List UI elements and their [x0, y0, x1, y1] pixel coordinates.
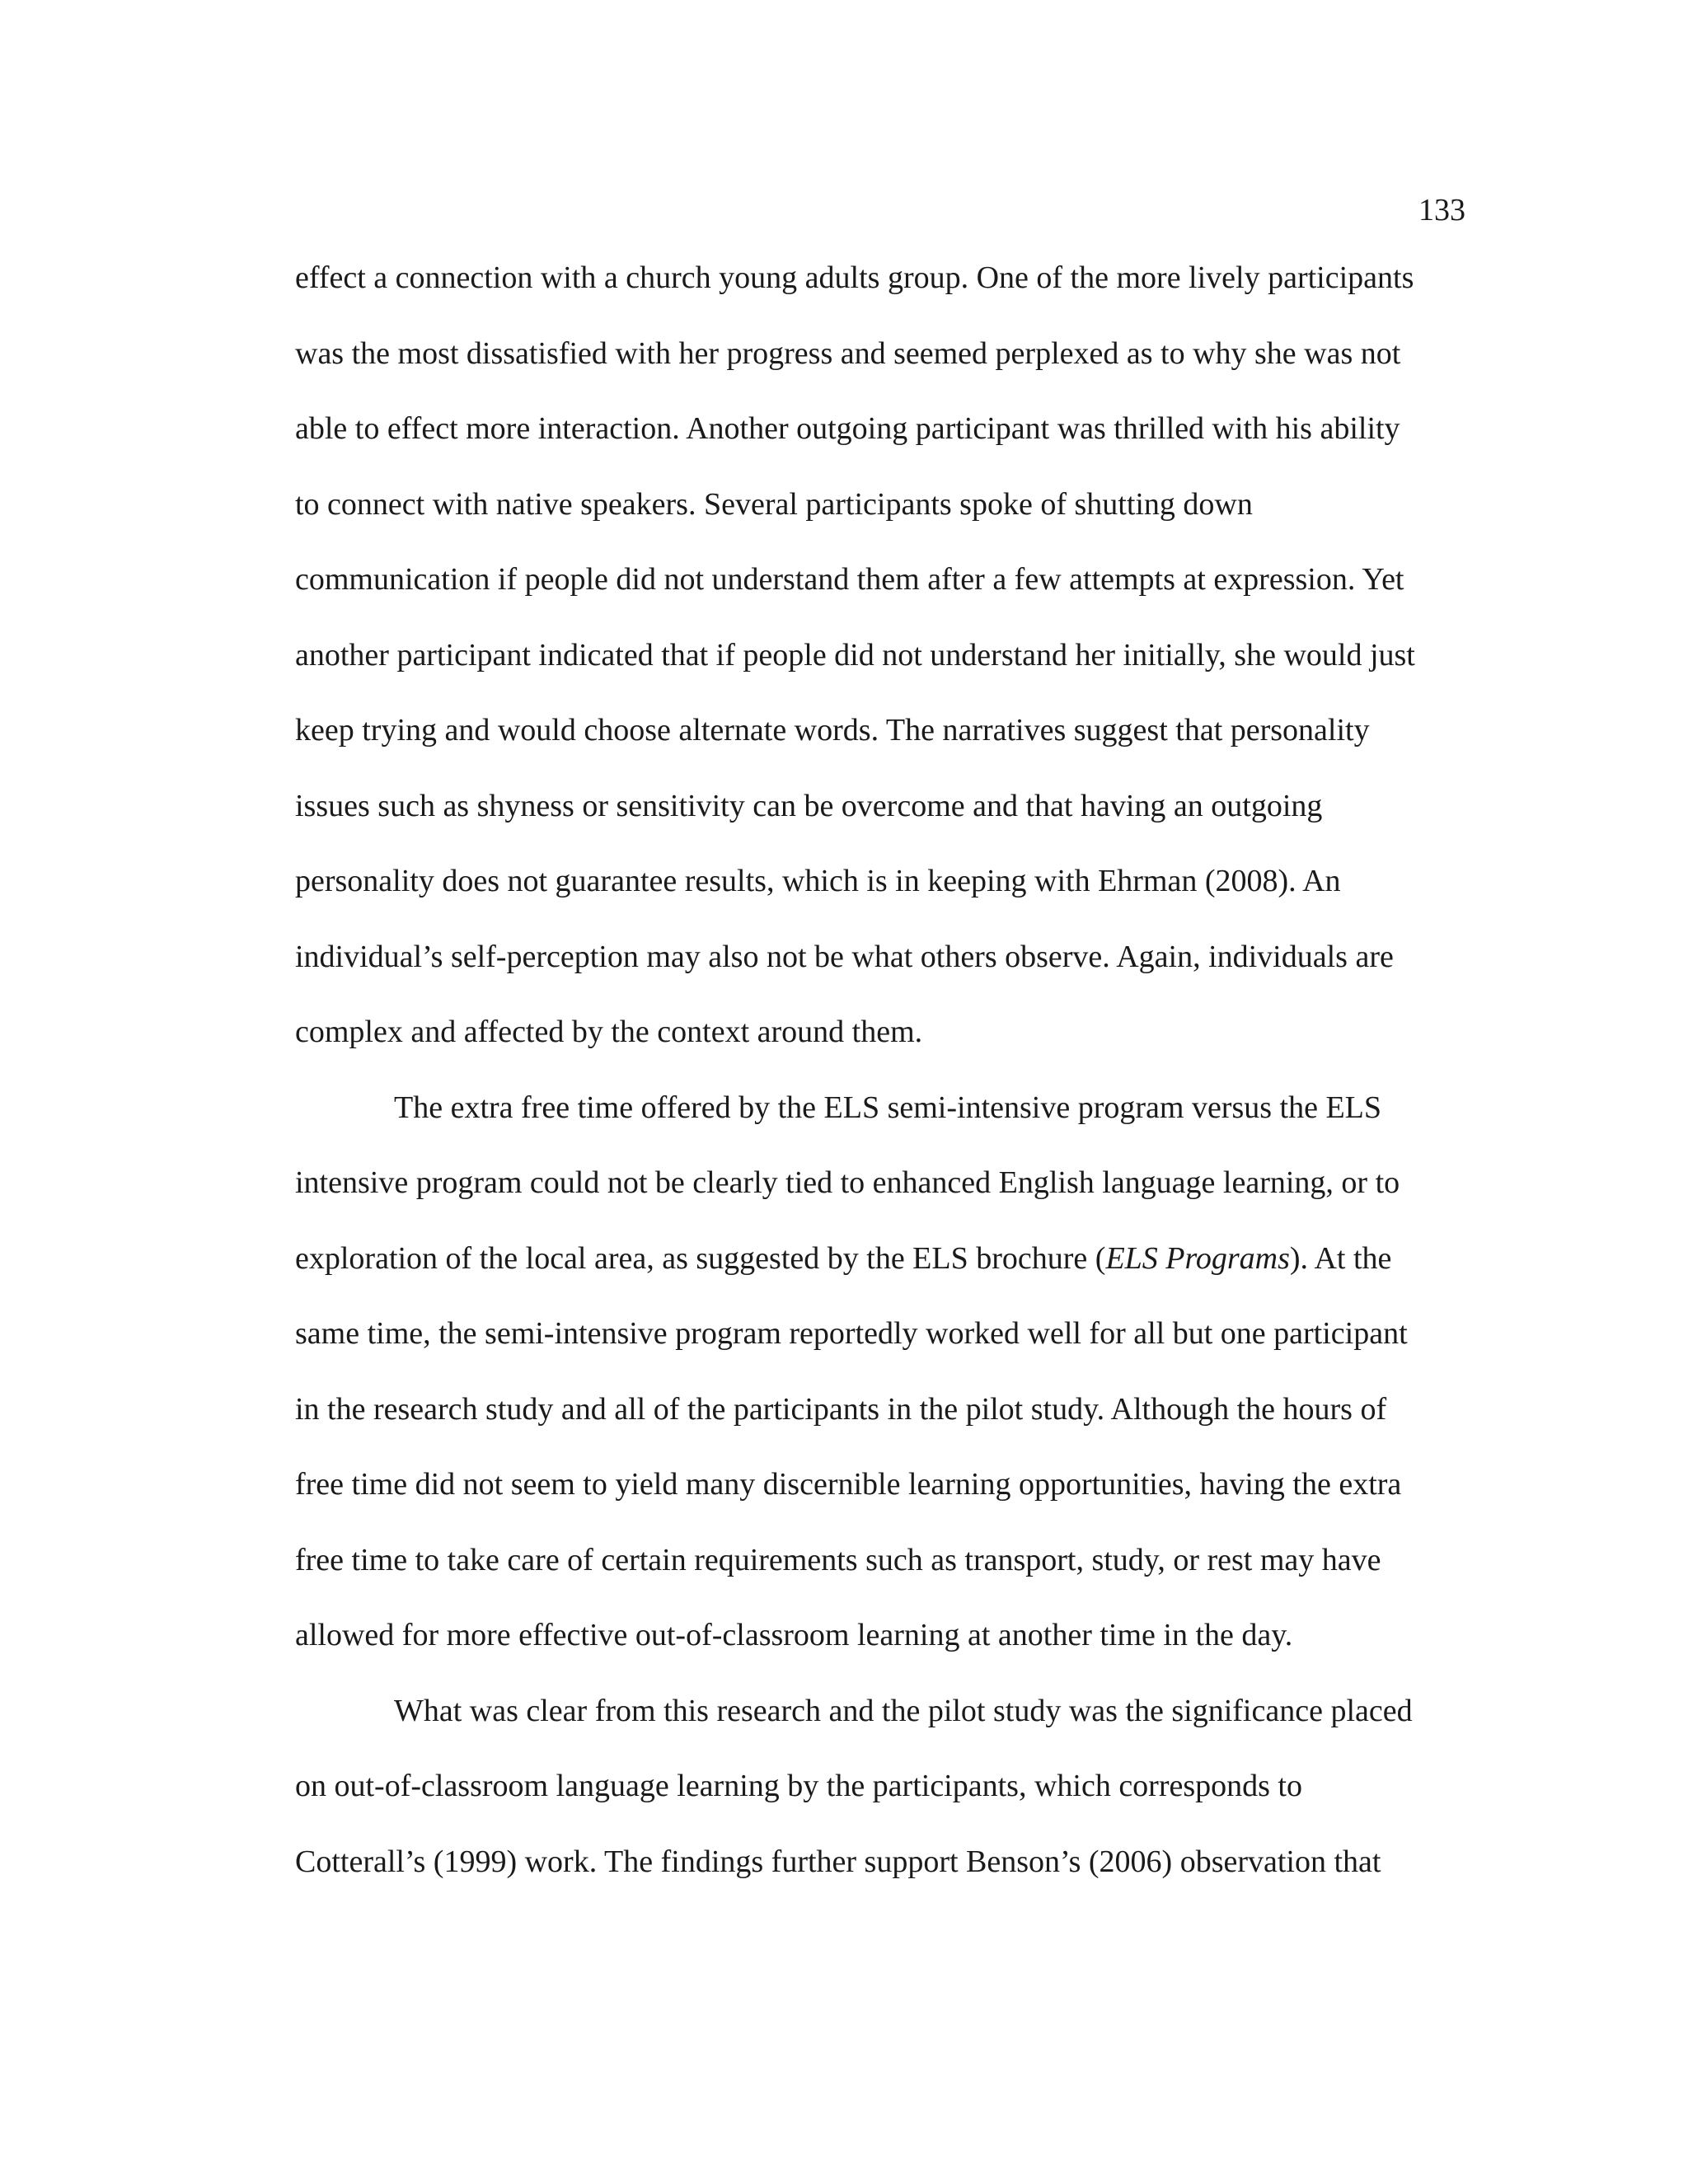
text-line: Cotterall’s (1999) work. The findings further support Benson’s (2006) observation that [295, 1844, 1381, 1879]
text-line: on out-of-classroom language learning by the participants, which corresponds to [295, 1769, 1302, 1803]
text-line: complex and affected by the context around them. [295, 1015, 923, 1049]
page-number: 133 [1418, 193, 1465, 227]
text-line: intensive program could not be clearly tied to enhanced English language learning, or to [295, 1165, 1400, 1200]
text-segment: ). At the [1289, 1240, 1392, 1276]
text-line: free time to take care of certain requirements such as transport, study, or rest may have [295, 1542, 1381, 1577]
text-line: same time, the semi-intensive program reportedly worked well for all but one participant [295, 1316, 1408, 1351]
text-line: able to effect more interaction. Another outgoing participant was thrilled with his ability [295, 411, 1400, 446]
text-line: personality does not guarantee results, which is in keeping with Ehrman (2008). An [295, 864, 1341, 898]
text-line-with-citation [295, 1232, 1465, 1308]
text-line: keep trying and would choose alternate words. The narratives suggest that personality [295, 713, 1370, 748]
text-line: allowed for more effective out-of-classroom learning at another time in the day. [295, 1618, 1293, 1652]
text-line: was the most dissatisfied with her progress and seemed perplexed as to why she was not [295, 335, 1401, 371]
paragraph-first-line: What was clear from this research and the pilot study was the significance placed [394, 1693, 1413, 1728]
text-line: free time did not seem to yield many discernible learning opportunities, having the extra [295, 1467, 1402, 1502]
text-line: communication if people did not understand them after a few attempts at expression. Yet [295, 562, 1404, 597]
text-line: individual’s self-perception may also not be what others observe. Again, individuals are [295, 939, 1394, 974]
text-line: in the research study and all of the participants in the pilot study. Although the hours of [295, 1391, 1387, 1427]
italic-title: ELS Programs [1105, 1240, 1290, 1276]
paragraph-first-line: The extra free time offered by the ELS semi-intensive program versus the ELS [394, 1090, 1382, 1125]
text-segment: exploration of the local area, as suggested by the ELS brochure ( [295, 1240, 1106, 1276]
text-line: another participant indicated that if people did not understand her initially, she would just [295, 637, 1415, 673]
body-text [295, 251, 1465, 1910]
text-line: to connect with native speakers. Several participants spoke of shutting down [295, 486, 1253, 522]
text-line: issues such as shyness or sensitivity can be overcome and that having an outgoing [295, 788, 1323, 823]
text-line: effect a connection with a church young adults group. One of the more lively participants [295, 260, 1414, 295]
